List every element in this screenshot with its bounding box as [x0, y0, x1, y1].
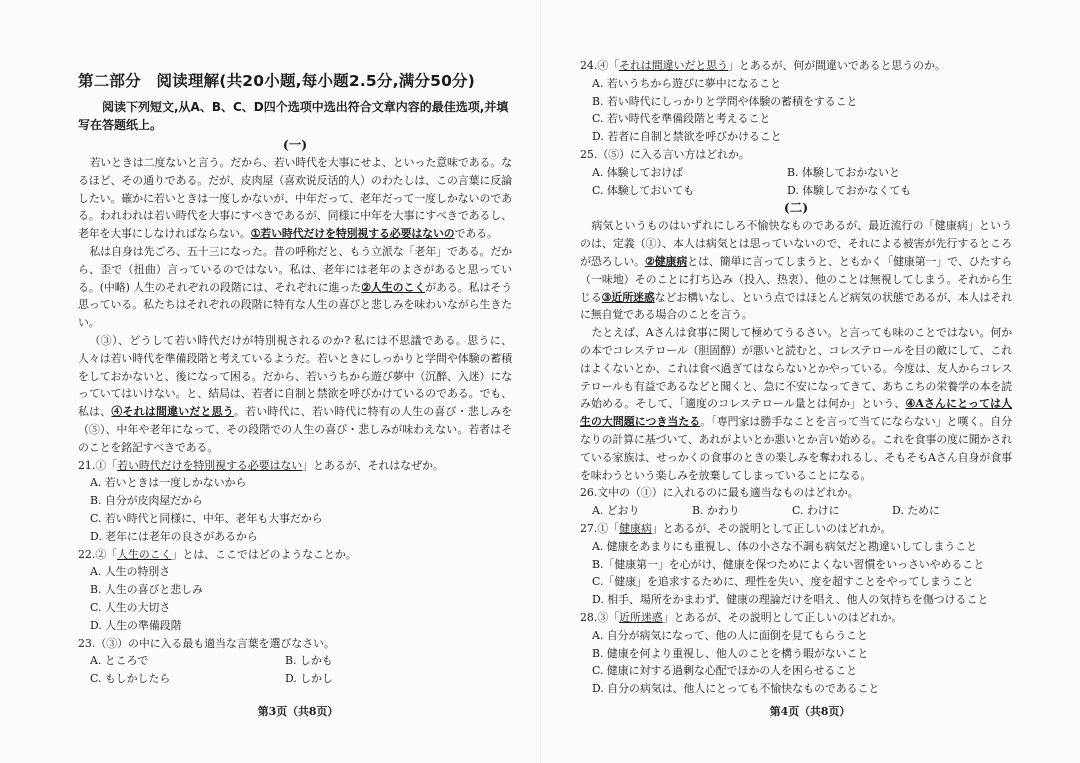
question-27: 27.①「健康病」とあるが、その説明として正しいのはどれか。 [580, 521, 892, 535]
q23-option-c: C. もしかしたら [90, 672, 171, 686]
passage-2-heading: (二) [783, 200, 809, 216]
q22-option-a: A. 人生の特別さ [90, 565, 171, 579]
section-title: 第二部分 阅读理解(共20小题,每小题2.5分,满分50分) [78, 72, 476, 90]
passage-2-paragraph-2: たとえば、Aさんは食事に関して極めてうるさい。と言っても味のことではない。何かの本でコレステロール（胆固醇）が悪いと読むと、コレステロールを目の敵にして、これはよくないとか、これは食べ過ぎてはならないとかやっている。今度は、友人からコレステロールも有益であるなどと聞くと、急に不安になってきて、あちこちの栄養学の本を読み始める。そして、「適度のコレステロール量とは何か」という、④Aさんにとっては人生の大問題につき当たる。「専門家は勝手なことを言って当てにならない」と嘆く。自分なりの計算に基づいて、あれがよいとか悪いとか言い始める。これを食事の度に聞かされている家族は、せっかくの食事のときの楽しみを奪われるし、そもそもAさん自身が食事を味わうという楽しみを放棄してしまっていることになる。 [580, 326, 1013, 482]
q25-option-a: A. 体験しておけば [592, 165, 684, 179]
underline-2: ②人生のこく [361, 280, 426, 294]
q24-option-a: A. 若いうちから遊びに夢中になること [592, 76, 782, 90]
passage-1-paragraph-1: 若いときは二度ないと言う。だから、若い時代を大事にせよ、といった意味である。なるほど、その通りである。だが、皮肉屋（喜欢说反话的人）のわたしは、この言葉に反論したい。確かに若いときは一度しかないが、中年だって、老年だって一度しかないのである。われわれは若い時代を大事にすべきであるが、同様に中年を大事にすべきであるし、老年を大事にしなければならない。①若い時代だけを特別視する必要はないのである。 [78, 156, 512, 241]
passage-2-paragraph-1: 病気というものはいずれにしろ不愉快なものであるが、最近流行の「健康病」というのは、定義（①）、本人は病気とは思っていないので、それによる被害が先行するところが恐ろしい。②健康病とは、簡単に言ってしまうと、ともかく「健康第一」で、ひたすら（一味地）そのことに打ち込み（投入、热衷）、他のことは無視してしまう。それから生じる③近所迷惑などお構いなし、という点ではほとんど病気の状態であるが、本人はそれに無自覚である場合のことを言う。 [580, 219, 1012, 322]
question-25: 25.（⑤）に入る言い方はどれか。 [580, 147, 750, 161]
passage-1-paragraph-3: （③）、どうして若い時代だけが特別視されるのか? 私には不思議である。思うに、人々は若い時代を準備段階と考えているようだ。若いときにしっかりと学問や体験の蓄積をしておかないと、後になって困る。だから、若いうちから遊び夢中（沉醉、入迷）になっていてはいけない。と、結局は、若者に自制と禁欲を呼びかけているのである。でも、私は、④それは間違いだと思う。若い時代に、若い時代に特有の人生の喜び・悲しみを（⑤）、中年や老年になって、その段階での人生の喜び・悲しみが味わえない。若者はそのことを銘記すべきである。 [78, 333, 513, 454]
q26-option-d: D. ために [892, 504, 940, 518]
q24-option-d: D. 若者に自制と禁欲を呼びかけること [592, 130, 782, 144]
underline-4: ④それは間違いだと思う [111, 405, 234, 419]
underline-1: ①若い時代だけを特別視する必要はないの [250, 227, 455, 241]
passage-1-heading: (一) [282, 137, 308, 152]
q26-option-b: B. かわり [692, 504, 740, 518]
q26-option-a: A. どおり [592, 504, 640, 518]
q22-option-d: D. 人生の準備段階 [90, 618, 182, 632]
q28-option-c: C. 健康に対する過剰な心配でほかの人を困らせること [592, 664, 858, 678]
q27-option-d: D. 相手、場所をかまわず、健康の理論だけを唱え、他人の気持ちを傷つけること [592, 593, 989, 607]
right-page [540, 0, 1080, 763]
q23-option-b: B. しかも [285, 654, 333, 668]
q24-option-b: B. 若い時代にしっかりと学問や体験の蓄積をすること [592, 94, 858, 108]
q28-option-d: D. 自分の病気は、他人にとっても不愉快なものであること [592, 682, 880, 696]
q26-options-row [592, 502, 1012, 520]
q22-option-c: C. 人生の大切さ [90, 600, 171, 614]
q26-option-c: C. わけに [792, 504, 840, 518]
underline-daimondai: ④Aさんにとっては人生の大問題につき当たる [580, 397, 1012, 429]
q25-options-row-2 [592, 182, 1012, 200]
q25-option-b: B. 体験しておかないと [787, 165, 900, 179]
q27-option-c: C.「健康」を追求するために、理性を失い、度を超すことをやってしまうこと [592, 575, 974, 589]
q27-option-a: A. 健康をあまりにも重視し、体の小さな不調も病気だと勘違いしてしまうこと [592, 539, 978, 553]
q28-option-a: A. 自分が病気になって、他の人に面倒を見てもらうこと [592, 628, 868, 642]
q21-option-c: C. 若い時代と同様に、中年、老年も大事だから [90, 511, 323, 525]
instructions: 阅读下列短文,从A、B、C、D四个选项中选出符合文章内容的最佳选项,并填写在答题纸上。 [78, 100, 509, 132]
q21-option-a: A. 若いときは一度しかないから [90, 476, 247, 490]
question-21: 21.①「若い時代だけを特別視する必要はない」とあるが、それはなぜか。 [78, 458, 444, 472]
q21-option-b: B. 自分が皮肉屋だから [90, 494, 203, 508]
q23-option-a: A. ところで [90, 654, 149, 668]
q23-option-d: D. しかし [285, 672, 333, 686]
q25-option-d: D. 体験しておかなくても [787, 183, 912, 197]
q25-option-c: C. 体験しておいても [592, 183, 694, 197]
q24-option-c: C. 若い時代を準備段階と考えること [592, 112, 771, 126]
question-23: 23.（③）の中に入る最も適当な言葉を選びなさい。 [78, 636, 335, 650]
page-number-right: 第4页（共8页） [769, 705, 851, 718]
q27-option-b: B.「健康第一」を心がけ、健康を保つためによくない習慣をいっさいやめること [592, 557, 985, 571]
q23-options-row-1 [90, 652, 512, 670]
q25-options-row-1 [592, 164, 1012, 182]
q22-option-b: B. 人生の喜びと悲しみ [90, 583, 203, 597]
question-22: 22.②「人生のこく」とは、ここではどのようなことか。 [78, 547, 357, 561]
question-24: 24.④「それは間違いだと思う」とあるが、何が間違いであると思うのか。 [580, 59, 946, 72]
question-28: 28.③「近所迷惑」とあるが、その説明として正しいのはどれか。 [580, 610, 903, 624]
q28-option-b: B. 健康を何より重視し、他人のことを構う暇がないこと [592, 646, 869, 660]
q21-option-d: D. 老年には老年の良さがあるから [90, 529, 258, 543]
underline-kinjo-meiwaku: ③近所迷惑 [601, 290, 655, 304]
question-26: 26.文中の（①）に入れるのに最も適当なものはどれか。 [580, 486, 859, 500]
page-number-left: 第3页（共8页） [257, 705, 339, 718]
passage-1-paragraph-2: 私は自身は先ごろ、五十三になった。昔の呼称だと、もう立派な「老年」である。だから、歪で（扭曲）言っているのではない。私は、老年には老年のよさがあると思っている。(中略) 人生のそれぞれの段階には、それぞれに進った②人生のこくがある。私はそう思っている。私たちはそれぞれの段階に特有な人生の喜びと悲しみを味わいながら生きたい。 [78, 244, 513, 330]
underline-kenkoubyou: ②健康病 [645, 254, 688, 268]
q23-options-row-2 [90, 670, 512, 688]
